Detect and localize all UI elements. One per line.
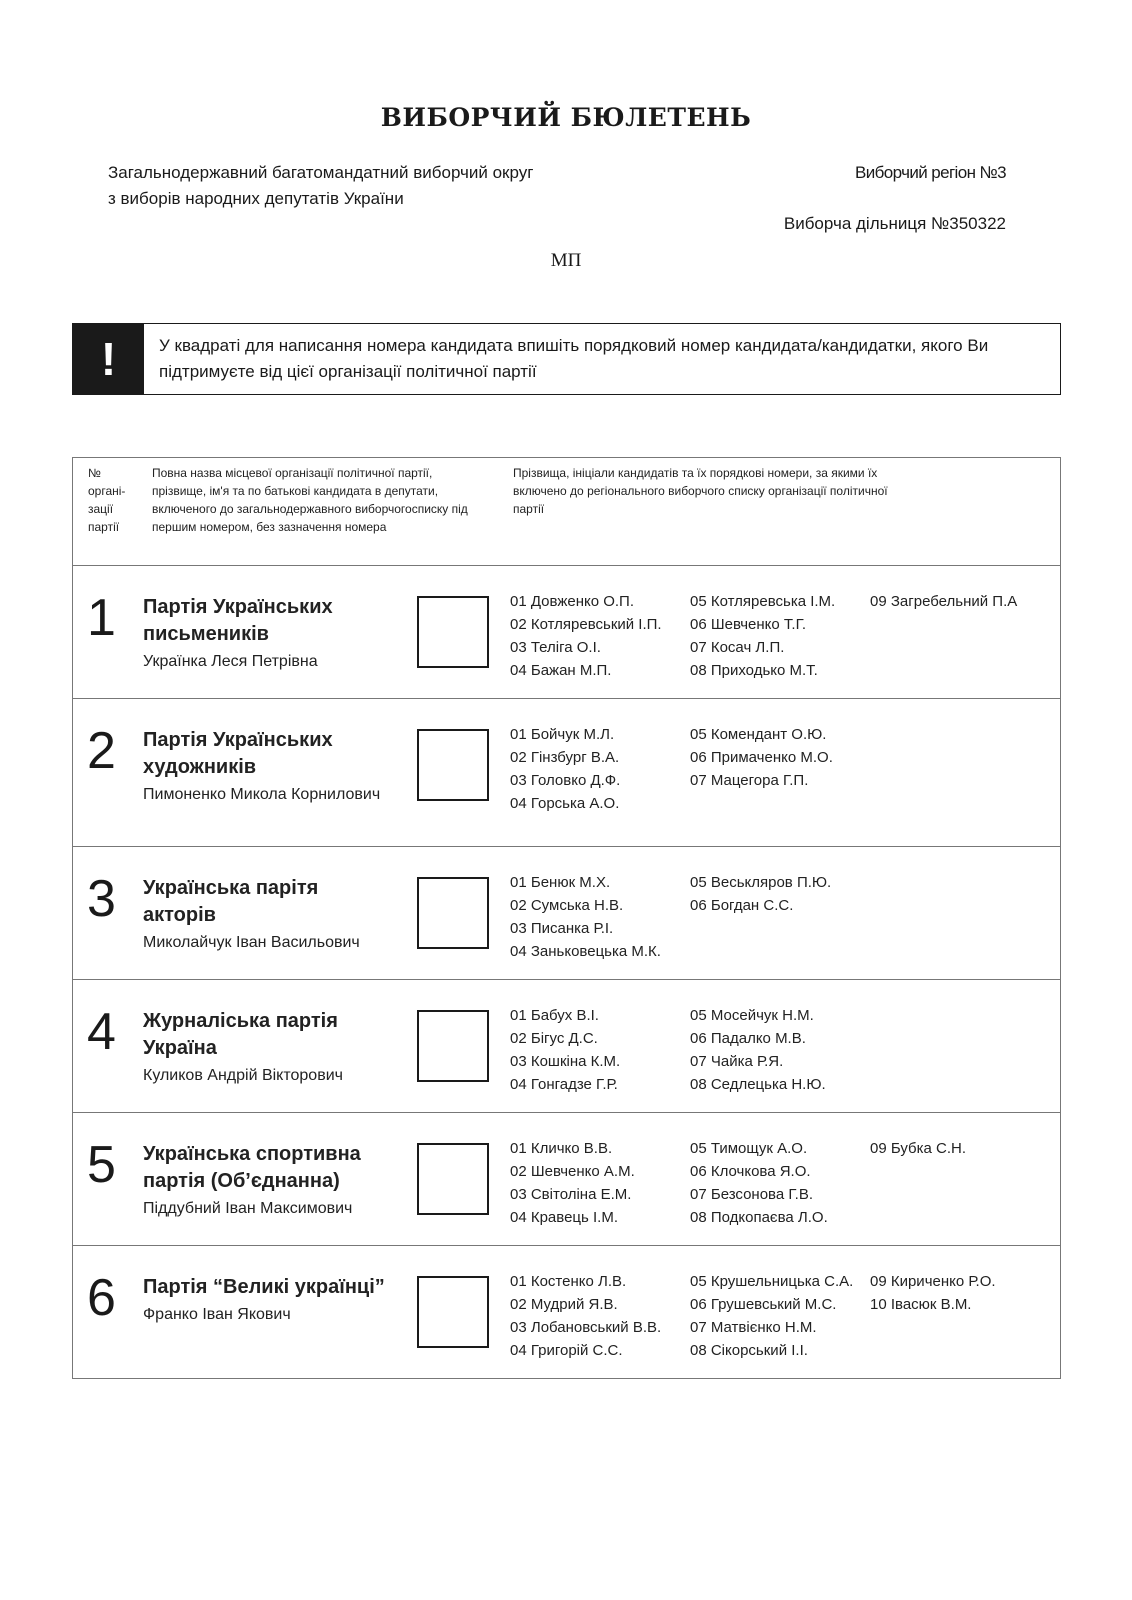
exclamation-icon: ! [73, 324, 144, 394]
party-row [73, 1246, 1060, 1378]
header-number: № органі-зації партії [88, 466, 126, 534]
candidate-number-box[interactable] [417, 1143, 489, 1215]
party-name: Партія Українських письмеників [143, 596, 333, 645]
candidate-column [510, 590, 662, 682]
party-row [73, 847, 1060, 980]
candidate-entry: 03 Головко Д.Ф. [510, 772, 621, 789]
candidate-column [690, 1270, 853, 1362]
party-info [143, 875, 388, 955]
party-leader: Миколайчук Іван Васильович [143, 934, 360, 951]
candidate-entry: 04 Кравець І.М. [510, 1209, 618, 1226]
party-info [143, 1141, 388, 1221]
candidate-entry: 04 Заньковецька М.К. [510, 943, 661, 960]
candidate-entry: 06 Клочкова Я.О. [690, 1163, 811, 1180]
instruction-notice [72, 323, 1061, 395]
candidate-column [690, 1137, 828, 1229]
candidate-entry: 05 Котляревська І.М. [690, 593, 836, 610]
party-leader: Піддубний Іван Максимович [143, 1200, 353, 1217]
candidate-entry: 05 Тимощук А.О. [690, 1140, 808, 1157]
region-label: Виборчий регіон №3 [854, 163, 1006, 182]
candidate-entry: 02 Шевченко А.М. [510, 1163, 635, 1180]
candidate-number-box[interactable] [417, 877, 489, 949]
party-number: 5 [87, 1136, 116, 1194]
party-number: 1 [87, 589, 116, 647]
candidate-column [870, 590, 1017, 613]
candidate-entry: 02 Сумська Н.В. [510, 897, 624, 914]
district-line-2: з виборів народних депутатів України [108, 189, 404, 208]
candidate-column [690, 723, 833, 792]
header-candidates: Прізвища, ініціали кандидатів та їх порядкові номери, за якими їх включено до регіонального виборчого списку організації політичної партії [513, 466, 888, 516]
district-line-1: Загальнодержавний багатомандатний виборчий округ [108, 163, 534, 182]
party-leader: Пимоненко Микола Корнилович [143, 786, 381, 803]
candidate-entry: 03 Лобановський В.В. [510, 1319, 662, 1336]
candidate-entry: 02 Котляревський І.П. [510, 616, 662, 633]
party-info [143, 594, 388, 674]
candidate-entry: 06 Грушевський М.С. [690, 1296, 837, 1313]
stamp-label: МП [550, 250, 582, 271]
candidate-number-box[interactable] [417, 596, 489, 668]
precinct-label: Виборча дільниця №350322 [783, 214, 1006, 233]
candidate-entry: 01 Костенко Л.В. [510, 1273, 627, 1290]
candidate-entry: 06 Примаченко М.О. [690, 749, 833, 766]
candidate-entry: 06 Богдан С.С. [690, 897, 794, 914]
party-name: Журналіська партія Україна [143, 1010, 338, 1059]
candidate-entry: 01 Бабух В.І. [510, 1007, 599, 1024]
party-number: 3 [87, 870, 116, 928]
party-row [73, 1113, 1060, 1246]
candidate-entry: 01 Бенюк М.Х. [510, 874, 611, 891]
party-info [143, 1008, 388, 1088]
candidate-column [510, 871, 661, 963]
candidate-entry: 01 Кличко В.В. [510, 1140, 613, 1157]
candidate-entry: 07 Безсонова Г.В. [690, 1186, 813, 1203]
candidate-entry: 02 Гінзбург В.А. [510, 749, 620, 766]
party-row [73, 980, 1060, 1113]
party-info [143, 1274, 388, 1327]
candidate-entry: 08 Подкопаєва Л.О. [690, 1209, 828, 1226]
candidate-entry: 02 Бігус Д.С. [510, 1030, 598, 1047]
candidate-number-box[interactable] [417, 1010, 489, 1082]
candidate-entry: 04 Горська А.О. [510, 795, 620, 812]
candidate-entry: 01 Бойчук М.Л. [510, 726, 615, 743]
candidate-entry: 07 Косач Л.П. [690, 639, 785, 656]
candidate-entry: 07 Матвієнко Н.М. [690, 1319, 817, 1336]
party-number: 2 [87, 722, 116, 780]
table-header [73, 458, 1060, 566]
party-number: 4 [87, 1003, 116, 1061]
candidate-entry: 04 Гонгадзе Г.Р. [510, 1076, 618, 1093]
candidate-entry: 02 Мудрий Я.В. [510, 1296, 618, 1313]
candidate-entry: 03 Кошкіна К.М. [510, 1053, 621, 1070]
candidate-entry: 09 Кириченко Р.О. [870, 1273, 996, 1290]
candidate-entry: 03 Писанка Р.І. [510, 920, 614, 937]
ballot-table [72, 457, 1061, 1379]
candidate-entry: 06 Шевченко Т.Г. [690, 616, 807, 633]
party-info [143, 727, 388, 807]
district-info [108, 160, 533, 212]
candidate-entry: 05 Мосейчук Н.М. [690, 1007, 814, 1024]
candidate-number-box[interactable] [417, 729, 489, 801]
candidate-column [870, 1137, 966, 1160]
candidate-entry: 07 Мацегора Г.П. [690, 772, 809, 789]
party-row [73, 699, 1060, 847]
candidate-entry: 07 Чайка Р.Я. [690, 1053, 784, 1070]
candidate-entry: 06 Падалко М.В. [690, 1030, 806, 1047]
candidate-entry: 04 Бажан М.П. [510, 662, 612, 679]
party-name: Українська парітя акторів [143, 877, 319, 926]
candidate-entry: 03 Теліга О.І. [510, 639, 601, 656]
ballot-title: ВИБОРЧИЙ БЮЛЕТЕНЬ [380, 103, 752, 132]
candidate-number-box[interactable] [417, 1276, 489, 1348]
candidate-entry: 09 Бубка С.Н. [870, 1140, 967, 1157]
candidate-column [510, 723, 620, 815]
party-leader: Українка Леся Петрівна [143, 653, 318, 670]
candidate-column [510, 1137, 635, 1229]
party-row [73, 566, 1060, 699]
candidate-entry: 05 Веськляров П.Ю. [690, 874, 832, 891]
candidate-entry: 10 Івасюк В.М. [870, 1296, 972, 1313]
candidate-column [690, 590, 835, 682]
candidate-entry: 08 Седлецька Н.Ю. [690, 1076, 826, 1093]
candidate-entry: 01 Довженко О.П. [510, 593, 635, 610]
candidate-entry: 08 Приходько М.Т. [690, 662, 818, 679]
party-rows [73, 566, 1060, 1378]
candidate-column [690, 871, 831, 917]
instruction-text: У квадраті для написання номера кандидата впишіть порядковий номер кандидата/кандидатки, якого Ви підтримуєте від цієї організації політичної партії [159, 336, 989, 381]
party-name: Партія “Великі українці” [143, 1276, 385, 1298]
candidate-entry: 04 Григорій С.С. [510, 1342, 623, 1359]
candidate-column [510, 1004, 620, 1096]
party-name: Українська спортивна партія (Об’єднанна) [143, 1143, 361, 1192]
party-leader: Франко Іван Якович [143, 1306, 291, 1323]
party-number: 6 [87, 1269, 116, 1327]
candidate-entry: 05 Комендант О.Ю. [690, 726, 827, 743]
candidate-column [870, 1270, 996, 1316]
party-leader: Куликов Андрій Вікторович [143, 1067, 343, 1084]
candidate-entry: 03 Світоліна Е.М. [510, 1186, 632, 1203]
candidate-entry: 09 Загребельний П.А [870, 593, 1018, 610]
candidate-column [690, 1004, 826, 1096]
header-party: Повна назва місцевої організації політичної партії, прізвище, ім'я та по батькові кандидата в депутати, включеного до загальнодержавного виборчогосписку під першим номером, без зазначення номера [152, 466, 468, 534]
candidate-entry: 08 Сікорський І.І. [690, 1342, 808, 1359]
candidate-column [510, 1270, 661, 1362]
candidate-entry: 05 Крушельницька С.А. [690, 1273, 854, 1290]
party-name: Партія Українських художників [143, 729, 333, 778]
